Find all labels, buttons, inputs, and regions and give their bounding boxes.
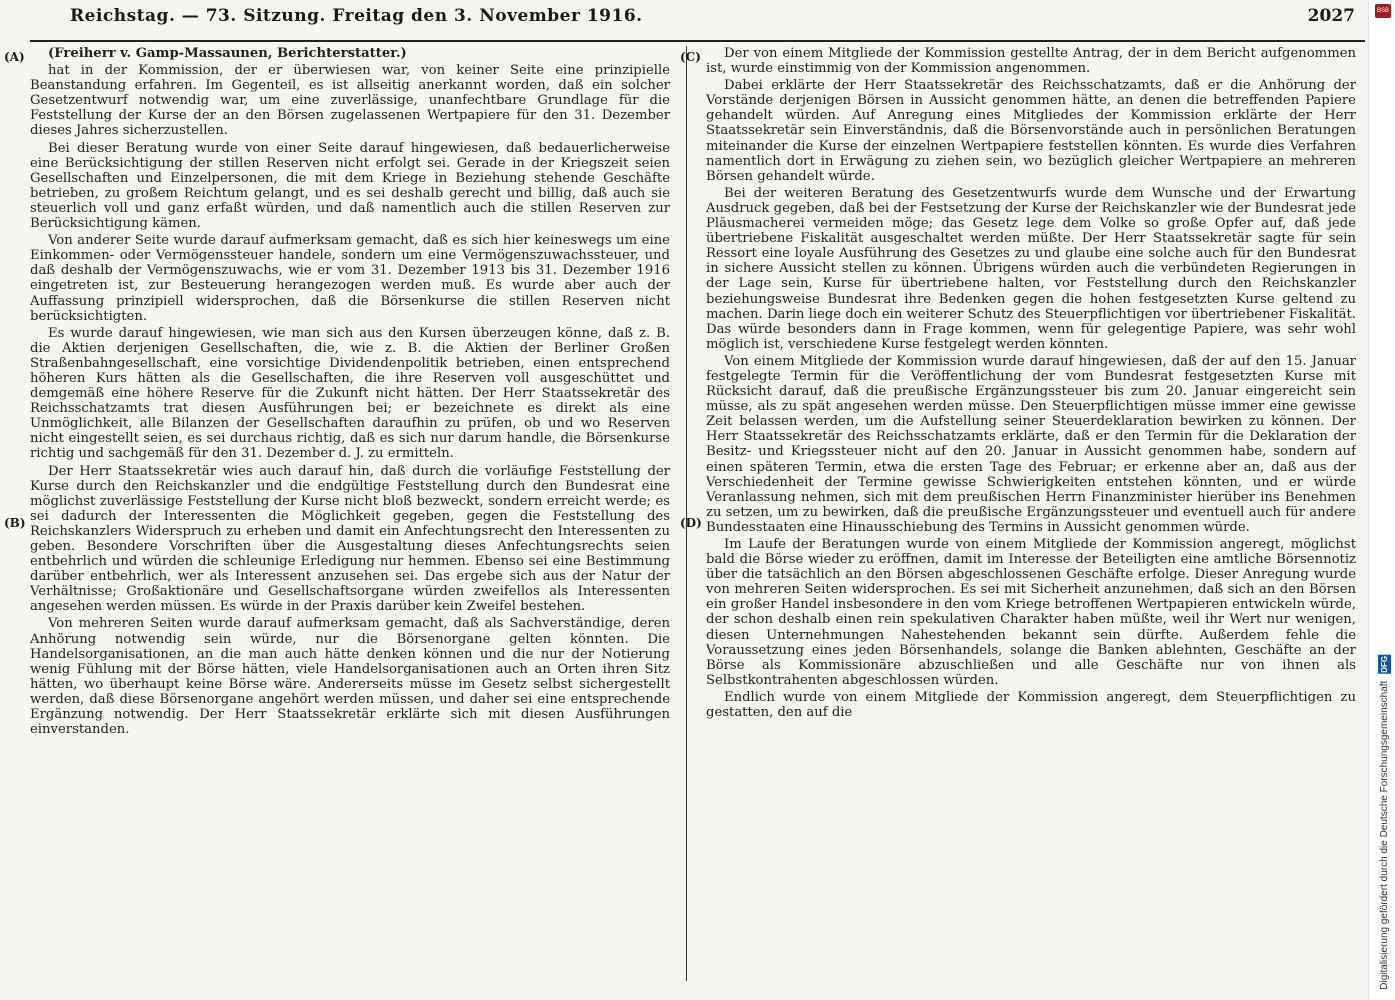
dfg-credit-text <box>1378 655 1391 990</box>
right-paragraph: Endlich wurde von einem Mitgliede der Kommission angeregt, dem Steuerpflichtigen zu gestatten, den auf die <box>706 689 1356 721</box>
column-divider <box>686 46 687 981</box>
digitization-strip <box>1368 0 1395 1000</box>
bsb-logo-icon: BSB <box>1375 4 1391 18</box>
right-column <box>706 46 1356 976</box>
speaker-line: (Freiherr v. Gamp-Massaunen, Berichterstatter.) <box>48 46 407 61</box>
margin-marker-d: (D) <box>680 516 702 530</box>
left-paragraph: hat in der Kommission, der er überwiesen war, von keiner Seite eine prinzipielle Beanstandung erfahren. Im Gegenteil, es ist allseitig anerkannt worden, daß ein solcher Gesetzentwurf notwendig war, um eine zuverlässige, unanfechtbare Grundlage für die Feststellung der Kurse der an den Börsen zugelassenen Wertpapiere für den 31. Dezember dieses Jahres sicherzustellen. <box>30 63 670 139</box>
left-paragraph: Der Herr Staatssekretär wies auch darauf hin, daß durch die vorläufige Feststellung der Kurse durch den Reichskanzler und die endgültige Feststellung durch den Bundesrat eine möglichst zuverlässige Feststellung der Kurse nicht bloß bezweckt, sondern erreicht werde; es sei dadurch der Interessenten die Möglichkeit gegeben, gegen die Feststellung des Reichskanzlers Widerspruch zu erheben und damit ein Anfechtungsrecht den Interessenten zu geben. Besondere Vorschriften über die Ausgestaltung dieses Anfechtungsrechts seien entbehrlich und würden die schleunige Erledigung nur hemmen. Ebenso sei eine Bestimmung darüber entbehrlich, wer als Interessent anzusehen sei. Das ergebe sich aus der Natur der Verhältnisse; Großaktionäre und Gesellschaftsorgane würden zweifellos als Interessenten angesehen werden müssen. Es würde in der Praxis darüber kein Zweifel bestehen. <box>30 463 670 615</box>
left-paragraph: Es wurde darauf hingewiesen, wie man sich aus den Kursen überzeugen könne, daß z. B. die Aktien derjenigen Gesellschaften, die, wie z. B. die Aktien der Berliner Großen Straßenbahngesellschaft, eine vorsichtige Dividendenpolitik betrieben, einen entsprechend höheren Kurs hätten als die Gesellschaften, die ihre Reserven voll ausgeschüttet und demgemäß eine höhere Reserve für die Zukunft nicht hätten. Der Herr Staatssekretär des Reichsschatzamts trat diesen Ausführungen bei; er bezeichnete es direkt als eine Unmöglichkeit, alle Bilanzen der Gesellschaften daraufhin zu prüfen, ob und wo Reserven nicht eingestellt seien, es sei durchaus richtig, daß es sich nur darum handle, die Börsenkurse richtig und sachgemäß für den 31. Dezember d. J. zu ermitteln. <box>30 325 670 462</box>
dfg-credit-label: Digitalisierung gefördert durch die Deutsche Forschungsgemeinschaft <box>1379 680 1390 990</box>
left-paragraph: Bei dieser Beratung wurde von einer Seite darauf hingewiesen, daß bedauerlicherweise eine Berücksichtigung der stillen Reserven nicht erfolgt sei. Gerade in der Kriegszeit seien Gesellschaften und Einzelpersonen, die mit dem Kriege in Beziehung stehende Geschäfte betrieben, zu großem Reichtum gelangt, und es sei deshalb gerecht und billig, daß auch sie steuerlich voll und ganz erfaßt würden, und daß namentlich auch die stillen Reserven zur Berücksichtigung kämen. <box>30 140 670 232</box>
margin-marker-a: (A) <box>4 50 25 64</box>
left-column <box>30 46 670 976</box>
page-header-title: Reichstag. — 73. Sitzung. Freitag den 3. November 1916. <box>70 6 643 26</box>
left-paragraph: Von mehreren Seiten wurde darauf aufmerksam gemacht, daß als Sachverständige, deren Anhörung notwendig sein würde, nur die Börsenorgane gelten könnten. Die Handelsorganisationen, an die man auch hätte denken können und die nur der Notierung wenig Fühlung mit der Börse hätten, viele Handelsorganisationen auch an Orten ihren Sitz hätten, wo überhaupt keine Börse wäre. Andererseits müsse im Gesetz selbst sichergestellt werden, daß diese Börsenorgane angehört werden müssen, und daher sei eine entsprechende Ergänzung notwendig. Der Herr Staatssekretär erklärte sich mit diesen Ausführungen einverstanden. <box>30 616 670 738</box>
right-paragraph: Im Laufe der Beratungen wurde von einem Mitgliede der Kommission angeregt, möglichst bald die Börse wieder zu eröffnen, damit im Interesse der Beteiligten eine amtliche Börsennotiz über die tatsächlich an den Börsen abgeschlossenen Geschäfte erfolge. Dieser Anregung wurde von mehreren Seiten widersprochen. Es sei mit Sicherheit anzunehmen, daß sich an den Börsen ein großer Handel insbesondere in den vom Kriege betroffenen Wertpapieren entwickeln würde, der schon deshalb einen rein spekulativen Charakter haben müßte, weil ihr Wert nur wenigen, diesen Unternehmungen Nahestehenden bekannt sein dürfte. Außerdem fehle die Voraussetzung eines jeden Börsenhandels, solange die Banken ablehnten, Geschäfte an der Börse als Kommissionäre abzuschließen und alle Geschäfte nur von ihnen als Selbstkontrahenten abgeschlossen würden. <box>706 537 1356 688</box>
right-paragraph: Bei der weiteren Beratung des Gesetzentwurfs wurde dem Wunsche und der Erwartung Ausdruck gegeben, daß bei der Festsetzung der Kurse der Reichskanzler wie der Bundesrat jede Pläusmacherei vermeiden möge; das Gesetz lege dem Volke so große Opfer auf, daß jede übertriebene Fiskalität ausgeschaltet werden müßte. Der Herr Staatssekretär sagte für sein Ressort eine loyale Ausführung des Gesetzes zu und glaube eine solche auch für den Bundesrat in sichere Aussicht stellen zu können. Übrigens würden auch die verbündeten Regierungen in der Lage sein, Kurse für übertriebene halten, vor Feststellung durch den Reichskanzler beziehungsweise Bundesrat ihre Bedenken gegen die hohen festgesetzten Kurse geltend zu machen. Darin liege doch ein weiterer Schutz des Steuerpflichtigen vor übertriebener Fiskalität. Das würde besonders dann in Frage kommen, wenn für gelegentige Papiere, was sehr wohl möglich ist, verschiedene Kurse festgelegt werden könnten. <box>706 185 1356 352</box>
margin-marker-c: (C) <box>680 50 701 64</box>
header-rule <box>30 40 1365 42</box>
dfg-logo-icon: DFG <box>1380 656 1389 674</box>
right-paragraph: Der von einem Mitgliede der Kommission gestellte Antrag, der in dem Bericht aufgenommen ist, wurde einstimmig von der Kommission angenommen. <box>706 46 1356 77</box>
running-head <box>30 0 1365 44</box>
left-paragraph: Von anderer Seite wurde darauf aufmerksam gemacht, daß es sich hier keineswegs um eine Einkommen- oder Vermögenssteuer handele, sondern um eine Vermögenszuwachssteuer, und daß deshalb der Vermögenszuwachs, wie er vom 31. Dezember 1913 bis 31. Dezember 1916 eingetreten ist, zur Besteuerung herangezogen werden muß. Es wurde aber auch der Auffassung prinzipiell widersprochen, daß die Börsenkurse die stillen Reserven nicht berücksichtigten. <box>30 233 670 324</box>
page-number: 2027 <box>1307 6 1355 26</box>
margin-marker-b: (B) <box>4 516 26 530</box>
text-columns <box>4 46 1365 986</box>
right-paragraph: Dabei erklärte der Herr Staatssekretär des Reichsschatzamts, daß er die Anhörung der Vorstände derjenigen Börsen in Aussicht genommen hätte, an denen die betreffenden Papiere gehandelt würden. Auf Anregung eines Mitgliedes der Kommission erklärte der Herr Staatssekretär sein Einverständnis, daß die Börsenvorstände auch in persönlichen Beratungen miteinander die Kurse der einzelnen Wertpapiere feststellen könnten. Es wurde dies Verfahren namentlich dort in Erwägung zu ziehen sein, wo bezüglich gleicher Wertpapiere an mehreren Börsen gehandelt würde. <box>706 78 1356 184</box>
right-paragraph: Von einem Mitgliede der Kommission wurde darauf hingewiesen, daß der auf den 15. Januar festgelegte Termin für die Veröffentlichung der vom Bundesrat festgesetzten Kurse mit Rücksicht darauf, daß die preußische Ergänzungssteuer bis zum 20. Januar eingereicht sein müsse, als zu spät angesehen werden müsse. Den Steuerpflichtigen müsse immer eine gewisse Zeit belassen werden, um die Aufstellung seiner Steuerdeklaration bewirken zu können. Der Herr Staatssekretär des Reichsschatzamts erklärte, daß er den Termin für die Deklaration der Besitz- und Kriegssteuer nicht auf den 20. Januar in Aussicht genommen habe, sondern auf einen späteren Termin, etwa die ersten Tage des Februar; er erkenne aber an, daß aus der Verschiedenheit der Termine gewisse Schwierigkeiten entstehen könnten, und er würde Veranlassung nehmen, sich mit dem preußischen Herrn Finanzminister hierüber ins Benehmen zu setzen, um zu bewirken, daß die preußische Ergänzungssteuer und eventuell auch für andere Bundesstaaten eine Hinausschiebung des Termins in Aussicht genommen würde. <box>706 353 1356 535</box>
